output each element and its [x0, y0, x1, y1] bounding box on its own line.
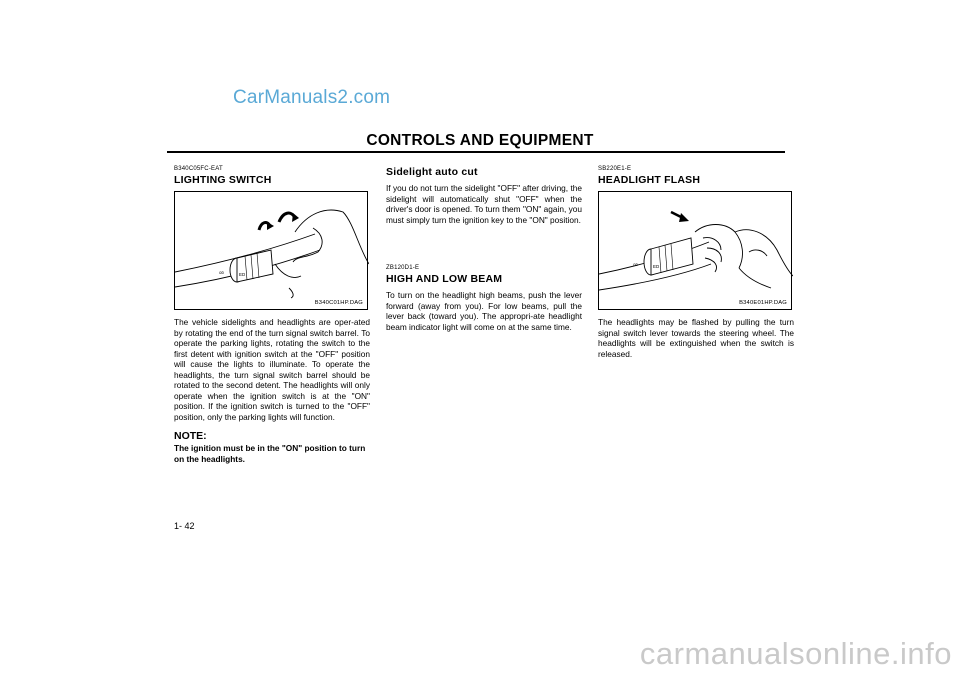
svg-text:ᴏᴅ: ᴏᴅ [219, 270, 224, 275]
headlight-flash-column [598, 166, 794, 359]
section-code: SB220E1-E [598, 166, 632, 172]
lighting-switch-illustration [175, 192, 369, 311]
svg-text:ED: ED [653, 264, 660, 269]
beam-column [386, 166, 582, 332]
page-number: 1- 42 [174, 521, 195, 531]
lighting-switch-figure [174, 191, 368, 310]
lighting-switch-body: The vehicle sidelights and headlights are oper-ated by rotating the end of the turn signal switch barrel. To operate the parking lights, rotating the switch to the first detent with ignition switch at the "OFF" position will cause the lights to illuminate. To operate the headlights, the turn signal switch barrel should be rotated to the second detent. The headlights will only operate when the ignition switch is at the "ON" position. If the ignition switch is turned to the "OFF" position, only the parking lights will function. [174, 317, 370, 422]
page-title: CONTROLS AND EQUIPMENT [366, 132, 594, 149]
figure-caption: B340C01HP.DAG [314, 300, 363, 306]
headlight-flash-figure [598, 191, 792, 310]
note-title: NOTE: [174, 430, 207, 443]
figure-caption: B340E01HP.DAG [739, 300, 787, 306]
watermark-bottom: carmanualsonline.info [639, 636, 952, 671]
sidelight-auto-cut-heading: Sidelight auto cut [386, 166, 478, 178]
header-rule [167, 151, 785, 153]
section-heading: HEADLIGHT FLASH [598, 174, 701, 186]
lighting-switch-column [174, 166, 370, 465]
headlight-flash-body: The headlights may be flashed by pulling the turn signal switch lever towards the steering wheel. The headlights will be extinguished when the switch is released. [598, 317, 794, 359]
headlight-flash-illustration [599, 192, 793, 311]
note-text: The ignition must be in the "ON" position to turn on the headlights. [174, 443, 366, 465]
section-code: ZB120D1-E [386, 265, 420, 272]
svg-text:ED: ED [239, 272, 246, 277]
high-low-beam-body: To turn on the headlight high beams, push the lever forward (away from you). For low beams, pull the lever back (toward you). The appropri-ate headlight beam indicator light will come on at the same time. [386, 290, 582, 332]
watermark-top: CarManuals2.com [233, 87, 391, 108]
high-low-beam-heading: HIGH AND LOW BEAM [386, 273, 503, 286]
section-heading: LIGHTING SWITCH [174, 174, 272, 186]
sidelight-auto-cut-body: If you do not turn the sidelight "OFF" after driving, the sidelight will automatically shut "OFF" when the driver's door is opened. To turn them "ON" again, you must simply turn the ignition key to the "ON" position. [386, 183, 582, 225]
svg-text:ᴏᴅ: ᴏᴅ [633, 262, 638, 267]
section-code: B340C05FC-EAT [174, 166, 223, 172]
